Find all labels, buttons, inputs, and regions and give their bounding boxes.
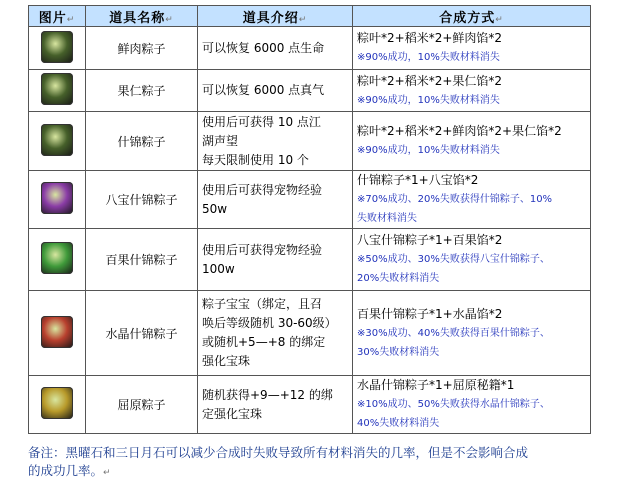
- header-row: [29, 6, 591, 27]
- item-intro: [198, 27, 353, 70]
- item-intro: [198, 291, 353, 376]
- item-image-cell: [29, 229, 86, 291]
- item-image-cell: [29, 171, 86, 229]
- item-name: 果仁粽子: [86, 70, 198, 112]
- item-image-cell: [29, 376, 86, 434]
- recipe-text: 百果什锦粽子*1+水晶馅*2: [357, 306, 503, 321]
- item-intro: [198, 171, 353, 229]
- intro-line: 可以恢复 6000 点真气: [202, 83, 325, 97]
- zongzi-icon: [41, 31, 73, 63]
- zongzi-icon: [41, 182, 73, 214]
- success-rate-text: ※90%成功，10%失败材料消失: [357, 52, 500, 63]
- table-row: [29, 229, 591, 291]
- intro-line: 100w: [202, 261, 235, 276]
- item-image-cell: [29, 27, 86, 70]
- success-rate-text: ※90%成功，10%失败材料消失: [357, 94, 500, 106]
- item-intro: [198, 70, 353, 112]
- intro-line: 强化宝珠: [202, 354, 251, 368]
- header-synth: 合成方式↵: [353, 6, 591, 27]
- intro-line: 可以恢复 6000 点生命: [202, 40, 325, 55]
- success-rate-text: ※70%成功、20%失败获得什锦粽子、10%: [357, 194, 553, 205]
- success-rate-text: 20%失败材料消失: [357, 273, 440, 284]
- intro-line: 每天限制使用 10 个: [202, 152, 309, 167]
- item-name: 鲜肉粽子: [86, 27, 198, 70]
- success-rate-text: ※50%成功、30%失败获得八宝什锦粽子、: [357, 254, 550, 265]
- item-intro: [198, 376, 353, 434]
- recipe-text: 什锦粽子*1+八宝馅*2: [357, 173, 479, 187]
- item-image-cell: [29, 291, 86, 376]
- success-rate-text: ※10%成功、50%失败获得水晶什锦粽子、: [357, 399, 550, 410]
- recipe-text: 粽叶*2+稻米*2+鲜肉馅*2+果仁馅*2: [357, 124, 562, 138]
- success-rate-text: ※90%成功，10%失败材料消失: [357, 145, 500, 156]
- intro-line: 或随机+5—+8 的绑定: [202, 335, 326, 349]
- footnote-line: 备注：黑曜石和三日月石可以减少合成时失败导致所有材料消失的几率，但是不会影响合成: [28, 445, 529, 460]
- intro-line: 定强化宝珠: [202, 406, 263, 421]
- header-name: 道具名称↵: [86, 6, 198, 27]
- success-rate-text: 30%失败材料消失: [357, 346, 440, 358]
- item-synthesis: [353, 376, 591, 434]
- table-row: [29, 27, 591, 70]
- intro-line: 唤后等级随机 30-60级）: [202, 316, 337, 330]
- zongzi-icon: [41, 73, 73, 105]
- item-image-cell: [29, 70, 86, 112]
- intro-line: 随机获得+9—+12 的绑: [202, 387, 333, 402]
- table-row: [29, 376, 591, 434]
- item-image-cell: [29, 112, 86, 171]
- table-row: [29, 70, 591, 112]
- intro-line: 50w: [202, 201, 228, 216]
- intro-line: 使用后可获得 10 点江: [202, 114, 321, 129]
- zongzi-icon: [41, 316, 73, 348]
- intro-line: 粽子宝宝（绑定，且召: [202, 297, 323, 311]
- items-table: [28, 5, 591, 434]
- item-synthesis: [353, 112, 591, 171]
- recipe-text: 水晶什锦粽子*1+屈原秘籍*1: [357, 378, 515, 392]
- header-image: 图片↵: [29, 6, 86, 27]
- item-synthesis: [353, 70, 591, 112]
- table-row: [29, 112, 591, 171]
- intro-line: 使用后可获得宠物经验: [202, 242, 323, 257]
- item-intro: [198, 112, 353, 171]
- footnote-line: 的成功几率。↵: [28, 463, 111, 478]
- item-name: 屈原粽子: [86, 376, 198, 434]
- zongzi-icon: [41, 124, 73, 156]
- intro-line: 使用后可获得宠物经验: [202, 182, 323, 197]
- intro-line: 湖声望: [202, 133, 239, 148]
- item-synthesis: [353, 171, 591, 229]
- item-synthesis: [353, 27, 591, 70]
- recipe-text: 粽叶*2+稻米*2+果仁馅*2: [357, 73, 503, 88]
- item-name: 水晶什锦粽子: [86, 291, 198, 376]
- success-rate-text: ※30%成功、40%失败获得百果什锦粽子、: [357, 327, 550, 339]
- item-name: 什锦粽子: [86, 112, 198, 171]
- item-name: 八宝什锦粽子: [86, 171, 198, 229]
- footnote: [28, 444, 600, 482]
- table-row: [29, 291, 591, 376]
- table-row: [29, 171, 591, 229]
- item-synthesis: [353, 291, 591, 376]
- header-intro: 道具介绍↵: [198, 6, 353, 27]
- recipe-text: 八宝什锦粽子*1+百果馅*2: [357, 233, 503, 247]
- item-synthesis: [353, 229, 591, 291]
- item-intro: [198, 229, 353, 291]
- success-rate-text: 失败材料消失: [357, 213, 417, 224]
- zongzi-icon: [41, 387, 73, 419]
- recipe-text: 粽叶*2+稻米*2+鲜肉馅*2: [357, 31, 503, 45]
- item-name: 百果什锦粽子: [86, 229, 198, 291]
- success-rate-text: 40%失败材料消失: [357, 418, 440, 429]
- table-body: [29, 27, 591, 434]
- zongzi-icon: [41, 242, 73, 274]
